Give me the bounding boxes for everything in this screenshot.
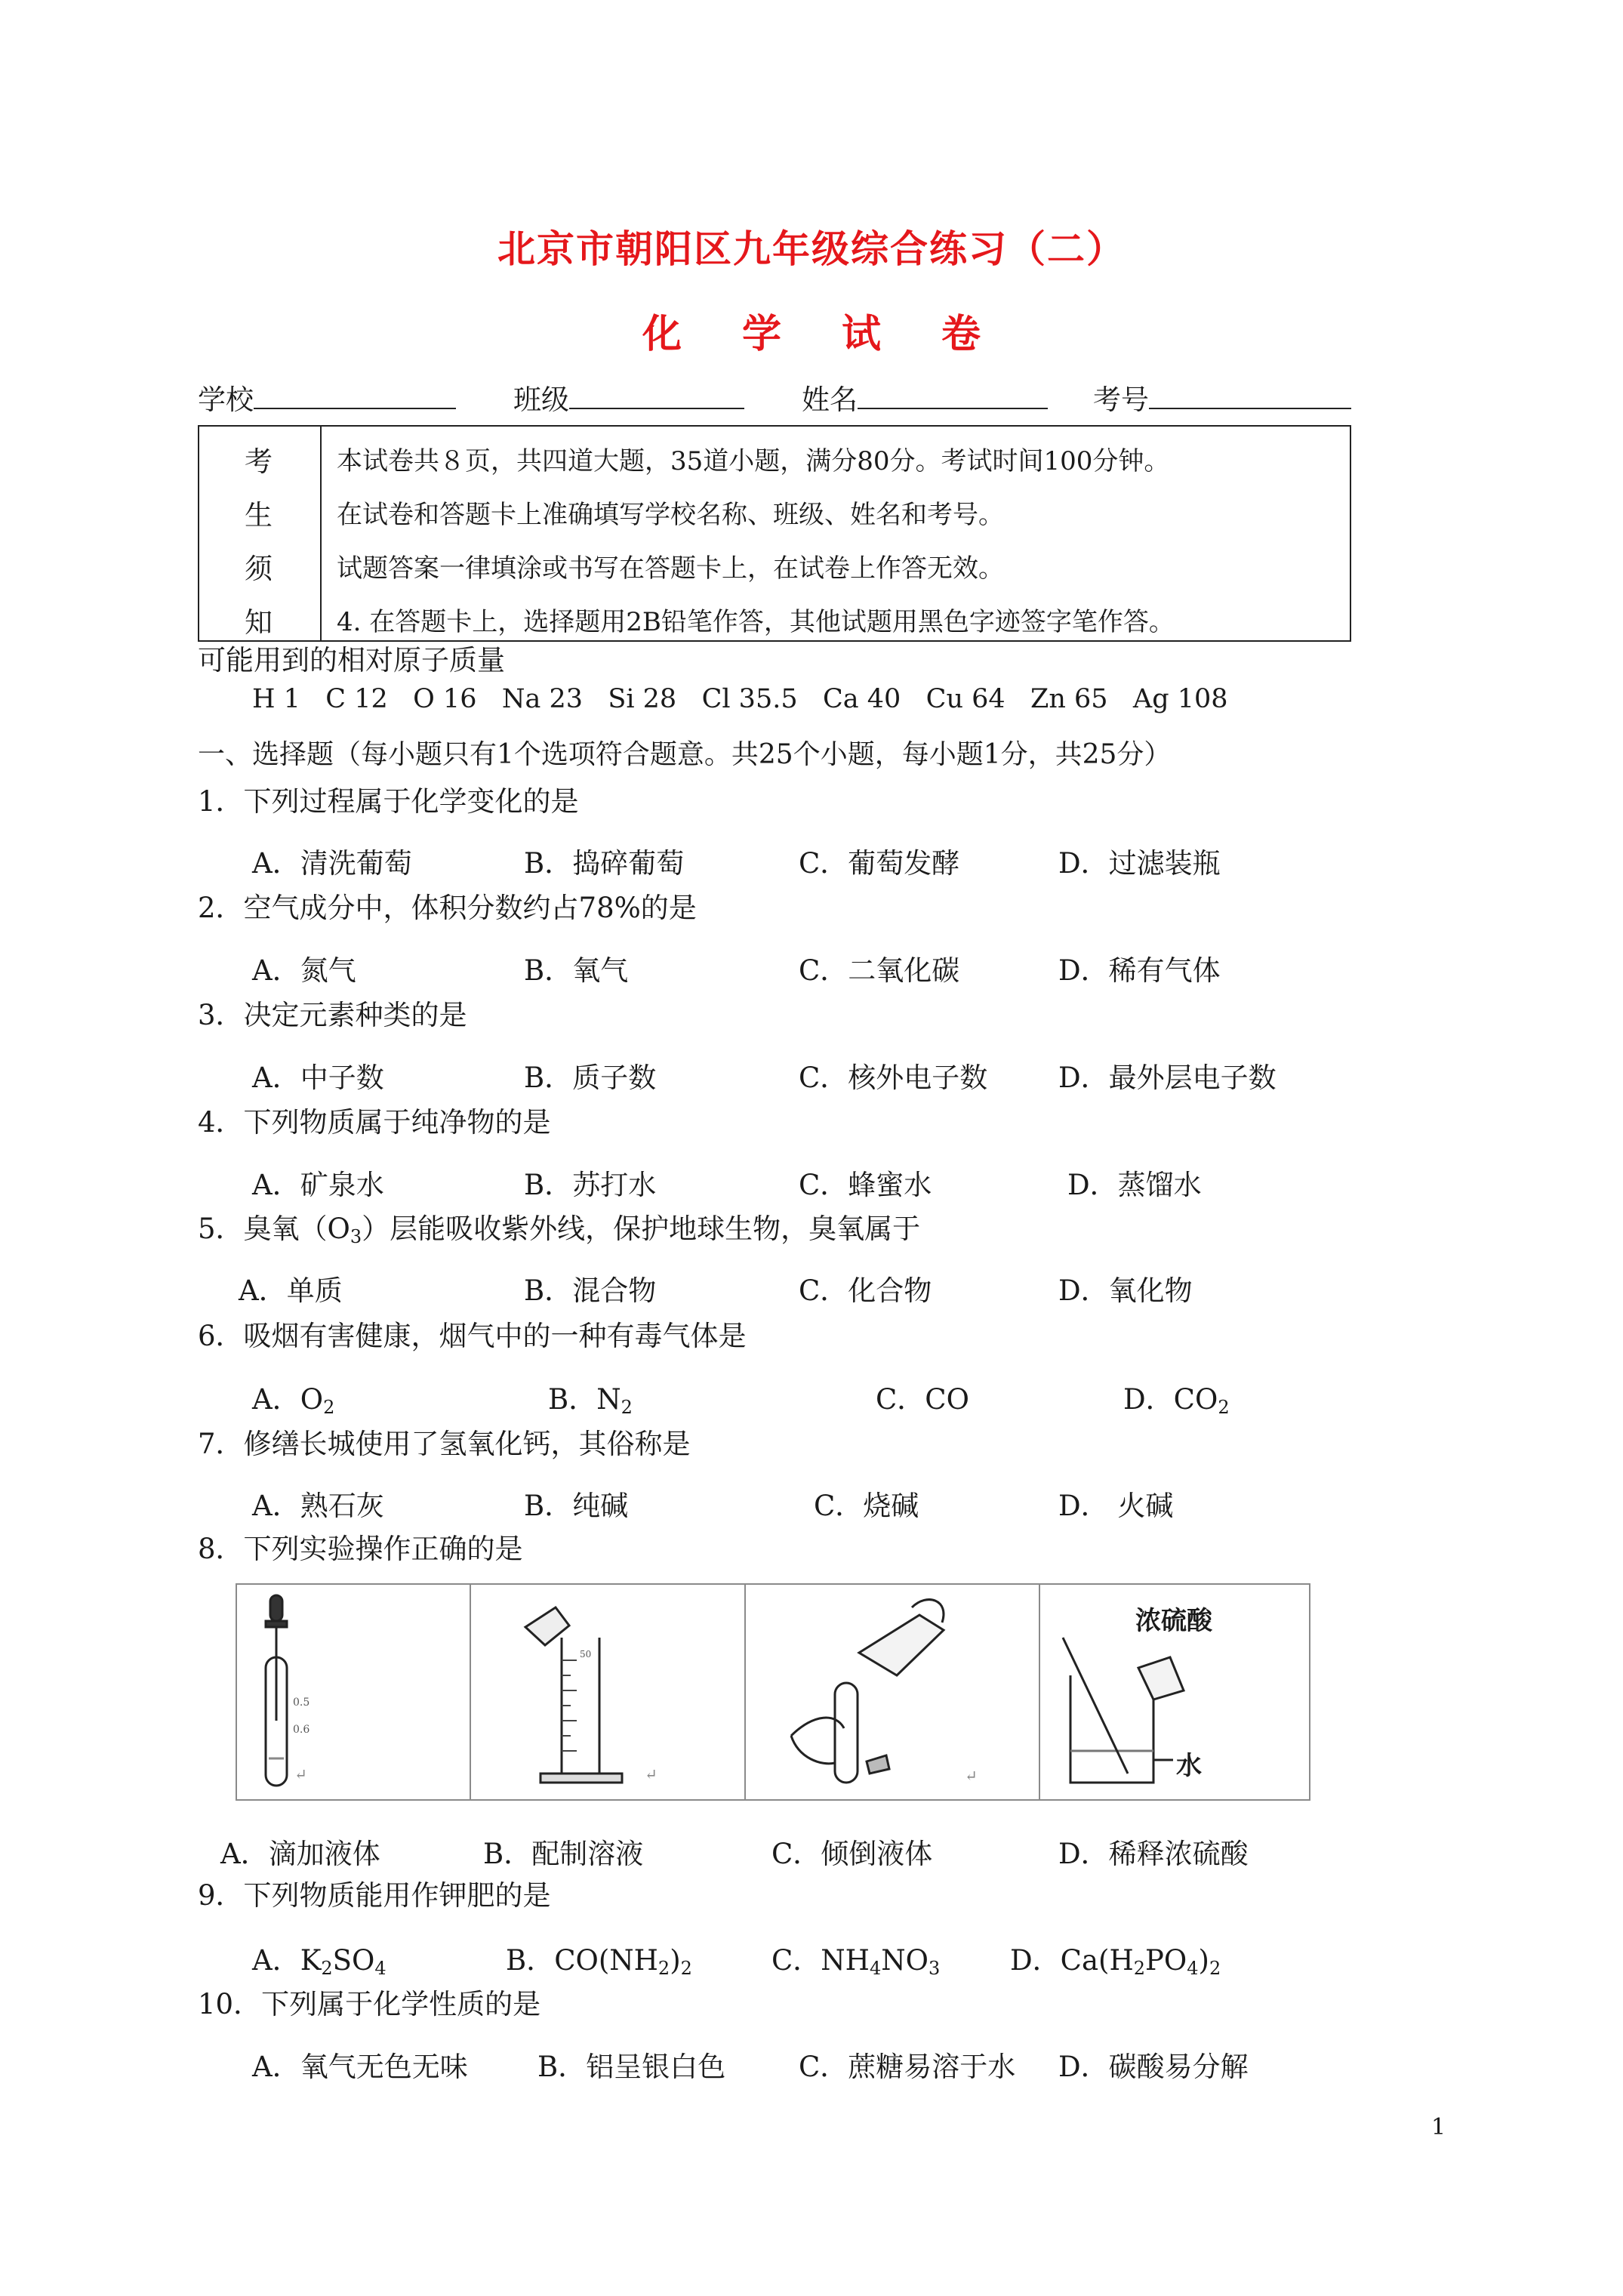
field-label: 考号 [1093, 384, 1149, 416]
exam-subtitle [0, 302, 1623, 359]
option: C．核外电子数 [799, 1062, 988, 1094]
field-label: 姓名 [802, 384, 858, 416]
figure-pouring-liquid [744, 1585, 1040, 1799]
notice-line: 在试卷和答题卡上准确填写学校名称、班级、姓名和考号。 [337, 500, 1004, 530]
svg-text:0.5: 0.5 [293, 1697, 310, 1709]
notice-line: 4. 在答题卡上，选择题用2B铅笔作答，其他试题用黑色字迹签字笔作答。 [337, 607, 1175, 637]
option: A．氧气无色无味 [252, 2051, 468, 2083]
option [876, 1376, 969, 1417]
option [252, 1937, 387, 1979]
notice-line: 试题答案一律填涂或书写在答题卡上，在试卷上作答无效。 [337, 553, 1004, 584]
question-stem: 8．下列实验操作正确的是 [198, 1533, 523, 1565]
subscript: 2 [1133, 1958, 1146, 1979]
notice-keyword: 生 [245, 499, 273, 532]
question-stem: 10．下列属于化学性质的是 [198, 1988, 541, 2020]
question-stem [198, 1215, 920, 1246]
option-text: A．O [252, 1383, 324, 1416]
question-stem: 9．下列物质能用作钾肥的是 [198, 1879, 551, 1912]
svg-text:50: 50 [580, 1649, 592, 1660]
option-text: ) [670, 1944, 681, 1977]
subtitle-char: 卷 [941, 311, 981, 357]
option-text: C．NH [771, 1944, 870, 1977]
question-stem: 3．决定元素种类的是 [198, 999, 467, 1031]
option: D． 火碱 [1058, 1490, 1174, 1522]
blank-line [858, 382, 1048, 409]
svg-text:↵: ↵ [294, 1765, 307, 1783]
option [548, 1376, 633, 1418]
section-title: 一、选择题（每小题只有1个选项符合题意。共25个小题，每小题1分，共25分） [198, 739, 1172, 770]
subscript: 4 [1187, 1958, 1199, 1979]
subtitle-char: 学 [741, 311, 781, 357]
field-label: 班级 [513, 384, 569, 416]
blank-line [254, 382, 456, 409]
notice-line: 本试卷共８页，共四道大题，35道小题，满分80分。考试时间100分钟。 [337, 446, 1170, 476]
figure-dropping-liquid [237, 1585, 470, 1799]
option: A．滴加液体 [220, 1838, 380, 1870]
subscript: 2 [321, 1958, 333, 1979]
subscript: 3 [928, 1958, 941, 1979]
subscript: 4 [374, 1958, 387, 1979]
option-text: NO [881, 1944, 929, 1977]
option: D．稀释浓硫酸 [1058, 1838, 1249, 1870]
option: B．捣碎葡萄 [524, 847, 685, 880]
field-exam-number [1093, 382, 1351, 414]
svg-text:↵: ↵ [645, 1765, 658, 1783]
option-text: D．CO [1123, 1383, 1218, 1416]
option-text: SO [332, 1944, 375, 1977]
notice-keyword: 知 [245, 606, 273, 639]
option: C．葡萄发酵 [799, 847, 960, 880]
option-text: ) [1198, 1944, 1209, 1977]
option: B．铝呈银白色 [537, 2051, 726, 2083]
question-stem: 2．空气成分中，体积分数约占78%的是 [198, 892, 697, 924]
option: A．中子数 [252, 1062, 384, 1094]
option: B．苏打水 [524, 1169, 657, 1201]
option: C．烧碱 [814, 1490, 919, 1522]
question-stem: 4．下列物质属于纯净物的是 [198, 1106, 551, 1139]
atomic-mass-values: H 1 C 12 O 16 Na 23 Si 28 Cl 35.5 Ca 40 Cu 64 Zn 65 Ag 108 [252, 684, 1228, 714]
notice-box [198, 425, 1351, 642]
stem-text: ）层能吸收紫外线，保护地球生物，臭氧属于 [362, 1213, 921, 1245]
question-stem: 7．修缮长城使用了氢氧化钙，其俗称是 [198, 1428, 691, 1460]
label-concentrated-acid: 浓硫酸 [1135, 1606, 1212, 1636]
option: A．单质 [239, 1274, 343, 1307]
subscript: 2 [680, 1958, 692, 1979]
option: A．矿泉水 [252, 1169, 384, 1201]
option: A．清洗葡萄 [252, 847, 412, 880]
blank-line [569, 382, 744, 409]
option: B．纯碱 [524, 1490, 629, 1522]
option-text: B．CO(NH [506, 1944, 658, 1977]
option: C．化合物 [799, 1274, 932, 1307]
figure-preparing-solution [470, 1585, 746, 1799]
option: A．熟石灰 [252, 1490, 384, 1522]
question-stem: 6．吸烟有害健康，烟气中的一种有毒气体是 [198, 1320, 747, 1352]
option: A．氮气 [252, 954, 356, 987]
notice-divider [320, 427, 322, 640]
option: C．蔗糖易溶于水 [799, 2051, 1016, 2083]
option: B．质子数 [524, 1062, 657, 1094]
subscript: 2 [1209, 1958, 1221, 1979]
option: D．碳酸易分解 [1058, 2051, 1249, 2083]
option-text: PO [1145, 1944, 1187, 1977]
svg-text:↵: ↵ [965, 1767, 978, 1785]
question-stem: 1．下列过程属于化学变化的是 [198, 785, 579, 818]
option-text: C．CO [876, 1383, 969, 1416]
field-label: 学校 [198, 384, 254, 416]
subscript: 3 [350, 1226, 362, 1247]
option: D．最外层电子数 [1058, 1062, 1277, 1094]
notice-keyword: 考 [245, 445, 273, 478]
option: C．倾倒液体 [771, 1838, 933, 1870]
field-school [198, 382, 456, 414]
option: D．蒸馏水 [1067, 1169, 1202, 1201]
exam-title: 北京市朝阳区九年级综合练习（二） [497, 227, 1126, 271]
option: C．二氧化碳 [799, 954, 960, 987]
subscript: 2 [658, 1958, 670, 1979]
subscript: 2 [621, 1397, 633, 1418]
option [1123, 1376, 1230, 1418]
option: D．稀有气体 [1058, 954, 1221, 987]
page-number: 1 [1431, 2114, 1446, 2140]
subtitle-char: 试 [842, 311, 882, 357]
atomic-mass-label: 可能用到的相对原子质量 [198, 644, 505, 676]
option-text: B．N [548, 1383, 621, 1416]
option: D．氧化物 [1058, 1274, 1193, 1307]
subscript: 2 [323, 1397, 335, 1418]
option: D．过滤装瓶 [1058, 847, 1221, 880]
figure-diluting-acid [1039, 1585, 1310, 1799]
option [1010, 1937, 1221, 1979]
blank-line [1149, 382, 1351, 409]
stem-text: 5．臭氧（O [198, 1213, 350, 1245]
option [771, 1937, 940, 1979]
svg-text:0.6: 0.6 [293, 1724, 310, 1736]
option-text: D．Ca(H [1010, 1944, 1134, 1977]
field-class [513, 382, 744, 414]
subtitle-char: 化 [642, 311, 682, 357]
subscript: 2 [1218, 1397, 1230, 1418]
subscript: 4 [869, 1958, 882, 1979]
option: B．混合物 [524, 1274, 657, 1307]
label-water: 水 [1176, 1751, 1202, 1781]
option: C．蜂蜜水 [799, 1169, 932, 1201]
notice-keyword: 须 [245, 553, 273, 585]
field-name [802, 382, 1048, 414]
option: B．氧气 [524, 954, 629, 987]
option: B．配制溶液 [483, 1838, 644, 1870]
lab-operations-figure [236, 1583, 1310, 1801]
option [506, 1937, 692, 1979]
option-text: A．K [252, 1944, 322, 1977]
option [252, 1376, 334, 1418]
